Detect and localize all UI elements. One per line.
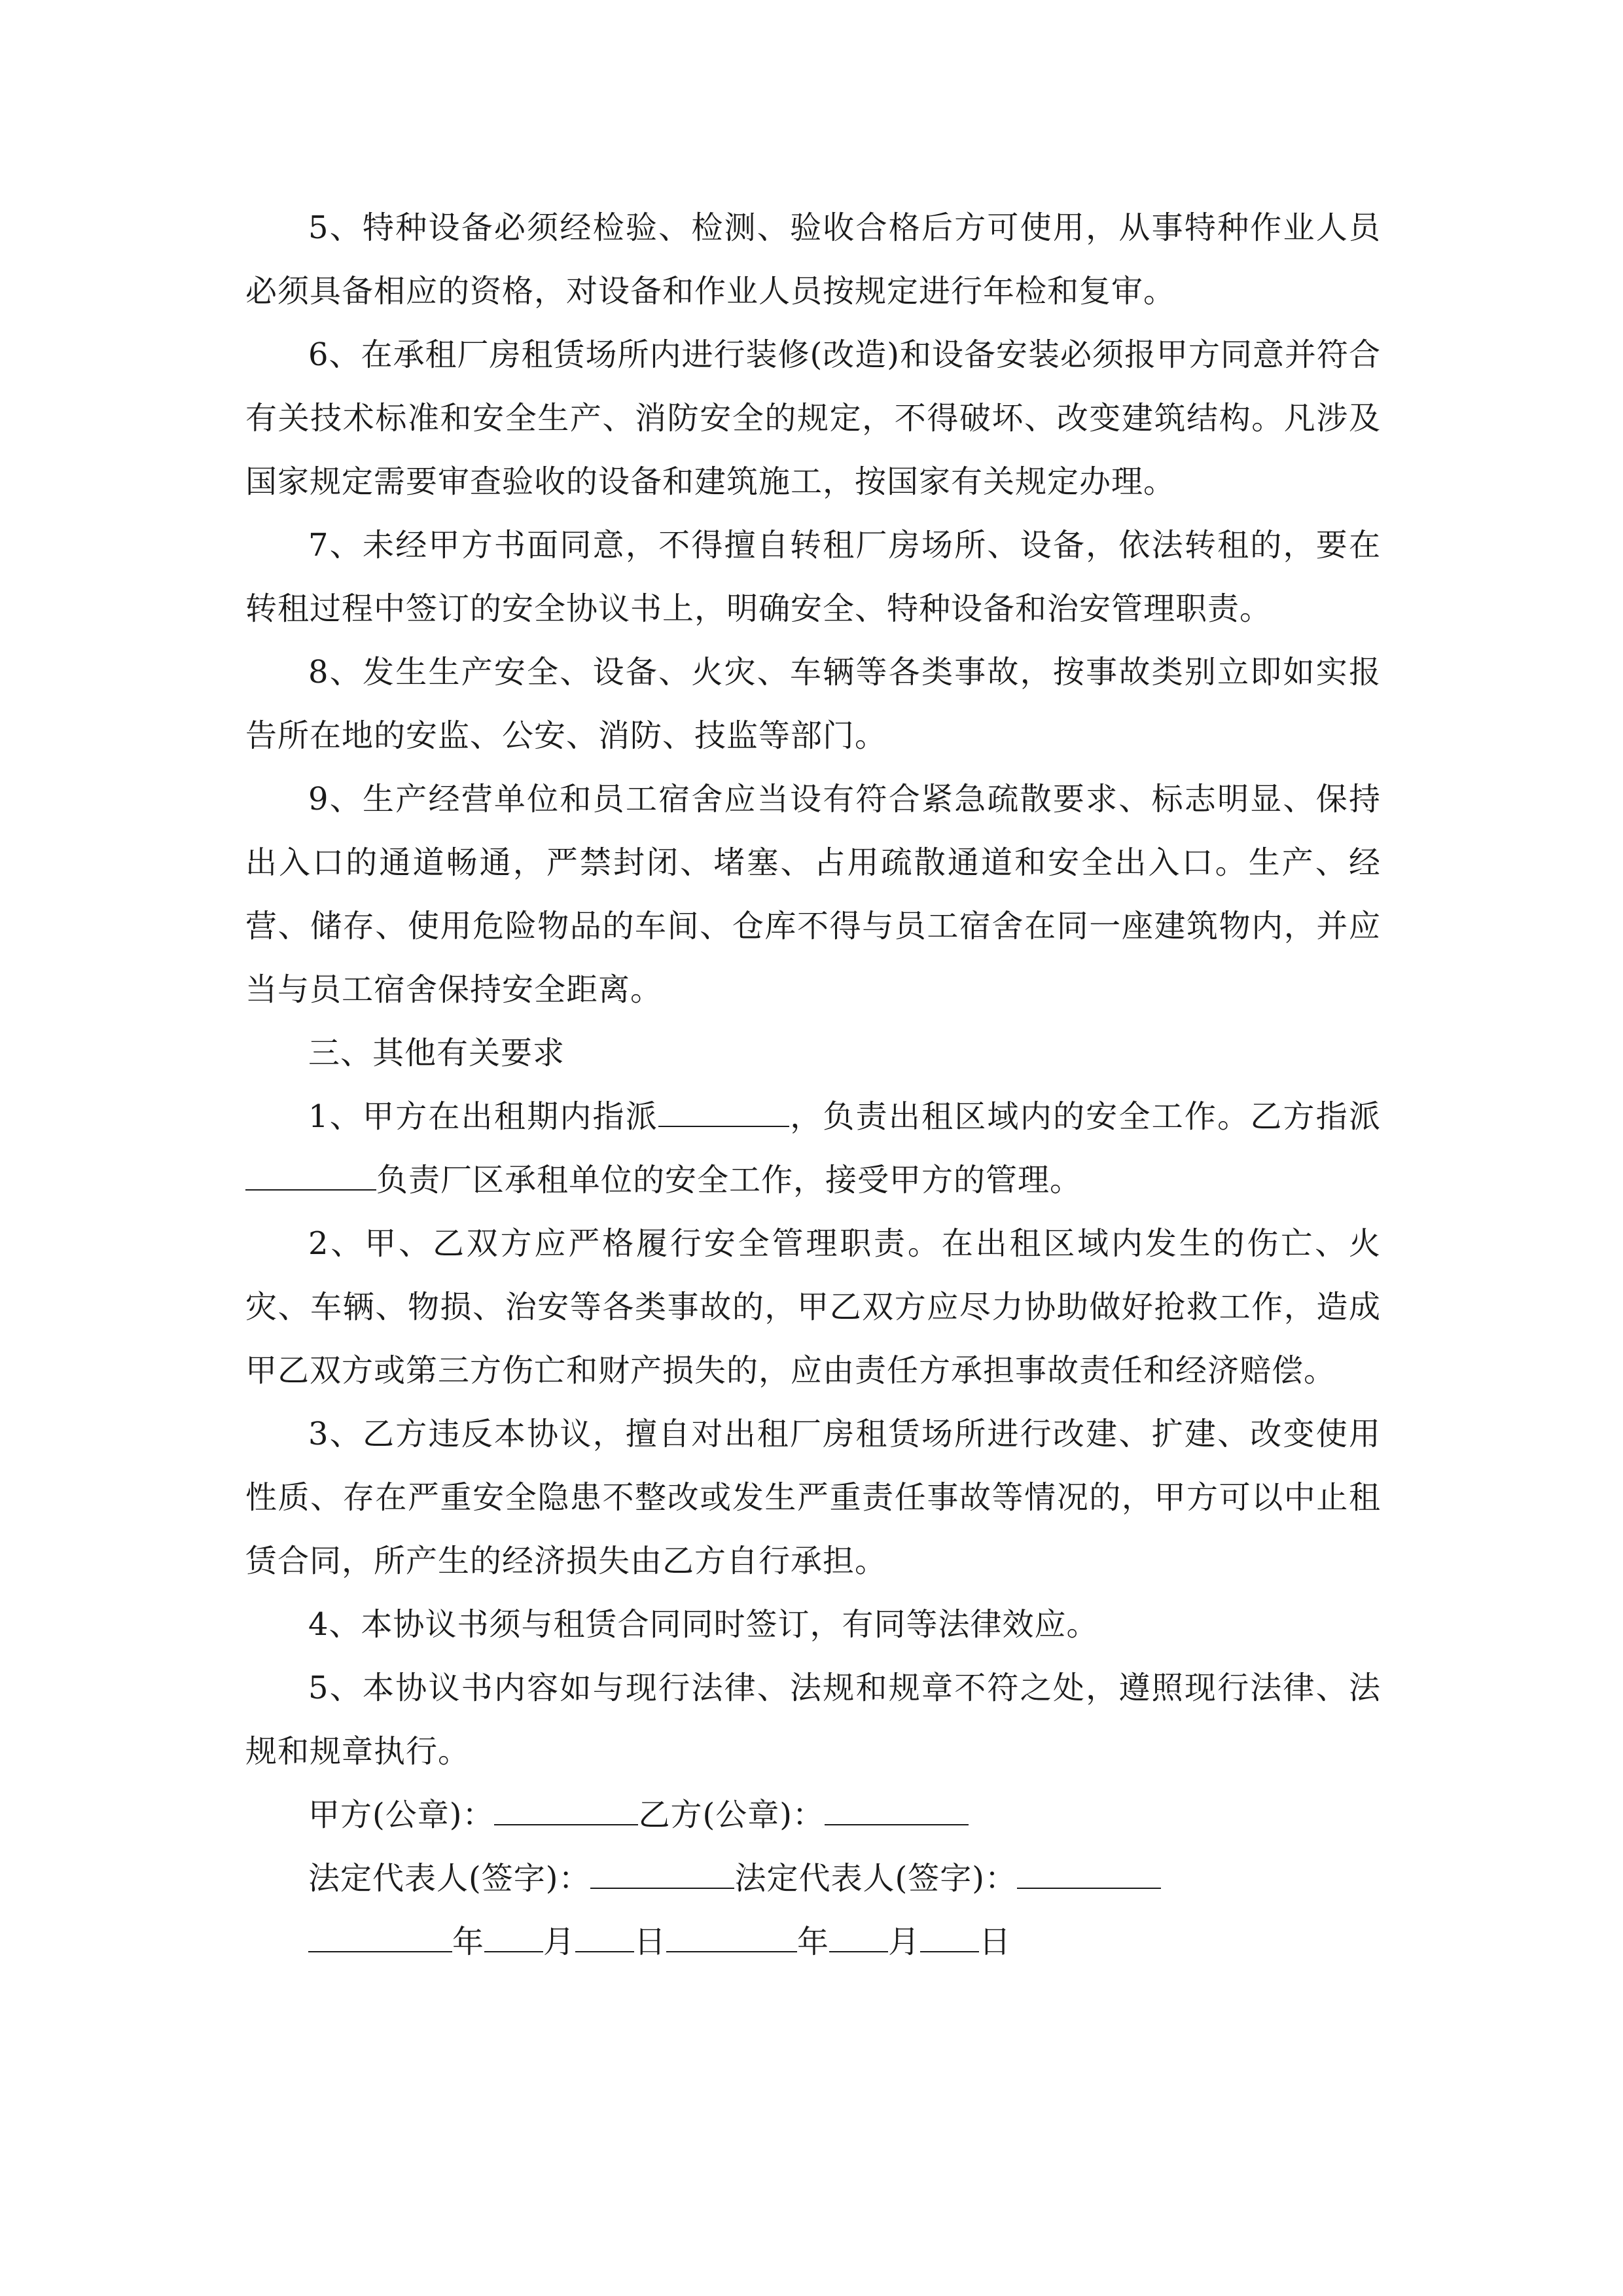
representative-line [245, 1847, 1381, 1910]
party-b-seal-blank [825, 1795, 969, 1825]
party-b-rep-label: 法定代表人(签字)： [734, 1860, 1017, 1897]
party-b-appointee-blank [245, 1160, 376, 1191]
party-b-year-label: 年 [797, 1924, 830, 1960]
party-a-day-label: 日 [634, 1924, 667, 1960]
document-body [245, 196, 1381, 1974]
party-a-seal-label: 甲方(公章)： [308, 1797, 495, 1833]
party-b-month-blank [829, 1922, 888, 1952]
clause-other-1-part-c: 负责厂区承租单位的安全工作，接受甲方的管理。 [376, 1162, 1082, 1198]
party-a-month-blank [484, 1922, 543, 1952]
party-b-rep-blank [1017, 1859, 1161, 1889]
clause-safety-5: 5、特种设备必须经检验、检测、验收合格后方可使用，从事特种作业人员必须具备相应的资格，对设备和作业人员按规定进行年检和复审。 [245, 209, 1381, 310]
seal-line [245, 1784, 1381, 1847]
clause-other-1-part-a: 1、甲方在出租期内指派 [308, 1098, 658, 1135]
clause-safety-9: 9、生产经营单位和员工宿舍应当设有符合紧急疏散要求、标志明显、保持出入口的通道畅通，严禁封闭、堵塞、占用疏散通道和安全出入口。生产、经营、储存、使用危险物品的车间、仓库不得与员工宿舍在同一座建筑物内，并应当与员工宿舍保持安全距离。 [245, 781, 1381, 1008]
date-line [245, 1910, 1381, 1974]
clause-other-2: 2、甲、乙双方应严格履行安全管理职责。在出租区域内发生的伤亡、火灾、车辆、物损、治安等各类事故的，甲乙双方应尽力协助做好抢救工作，造成甲乙双方或第三方伤亡和财产损失的，应由责任方承担事故责任和经济赔偿。 [245, 1225, 1381, 1389]
party-a-rep-blank [590, 1859, 734, 1889]
clause-other-4: 4、本协议书须与租赁合同同时签订，有同等法律效应。 [308, 1606, 1099, 1643]
party-a-day-blank [575, 1922, 634, 1952]
party-a-year-blank [308, 1922, 452, 1952]
party-b-year-blank [666, 1922, 797, 1952]
party-a-year-label: 年 [452, 1924, 485, 1960]
party-a-seal-blank [494, 1795, 638, 1825]
party-b-month-label: 月 [888, 1924, 921, 1960]
clause-other-3: 3、乙方违反本协议，擅自对出租厂房租赁场所进行改建、扩建、改变使用性质、存在严重安全隐患不整改或发生严重责任事故等情况的，甲方可以中止租赁合同，所产生的经济损失由乙方自行承担。 [245, 1416, 1381, 1579]
clause-other-1-part-b: ，负责出租区域内的安全工作。乙方指派 [789, 1098, 1381, 1135]
party-a-month-label: 月 [543, 1924, 576, 1960]
clause-safety-6: 6、在承租厂房租赁场所内进行装修(改造)和设备安装必须报甲方同意并符合有关技术标准和安全生产、消防安全的规定，不得破坏、改变建筑结构。凡涉及国家规定需要审查验收的设备和建筑施工，按国家有关规定办理。 [245, 336, 1381, 500]
section-three-heading: 三、其他有关要求 [308, 1035, 565, 1071]
clause-safety-8: 8、发生生产安全、设备、火灾、车辆等各类事故，按事故类别立即如实报告所在地的安监、公安、消防、技监等部门。 [245, 654, 1381, 754]
party-a-rep-label: 法定代表人(签字)： [308, 1860, 591, 1897]
clause-other-1 [245, 1085, 1381, 1212]
clause-other-5: 5、本协议书内容如与现行法律、法规和规章不符之处，遵照现行法律、法规和规章执行。 [245, 1670, 1381, 1770]
party-b-seal-label: 乙方(公章)： [638, 1797, 825, 1833]
party-a-appointee-blank [658, 1097, 789, 1127]
party-b-day-label: 日 [979, 1924, 1012, 1960]
clause-safety-7: 7、未经甲方书面同意，不得擅自转租厂房场所、设备，依法转租的，要在转租过程中签订的安全协议书上，明确安全、特种设备和治安管理职责。 [245, 527, 1381, 627]
party-b-day-blank [920, 1922, 979, 1952]
